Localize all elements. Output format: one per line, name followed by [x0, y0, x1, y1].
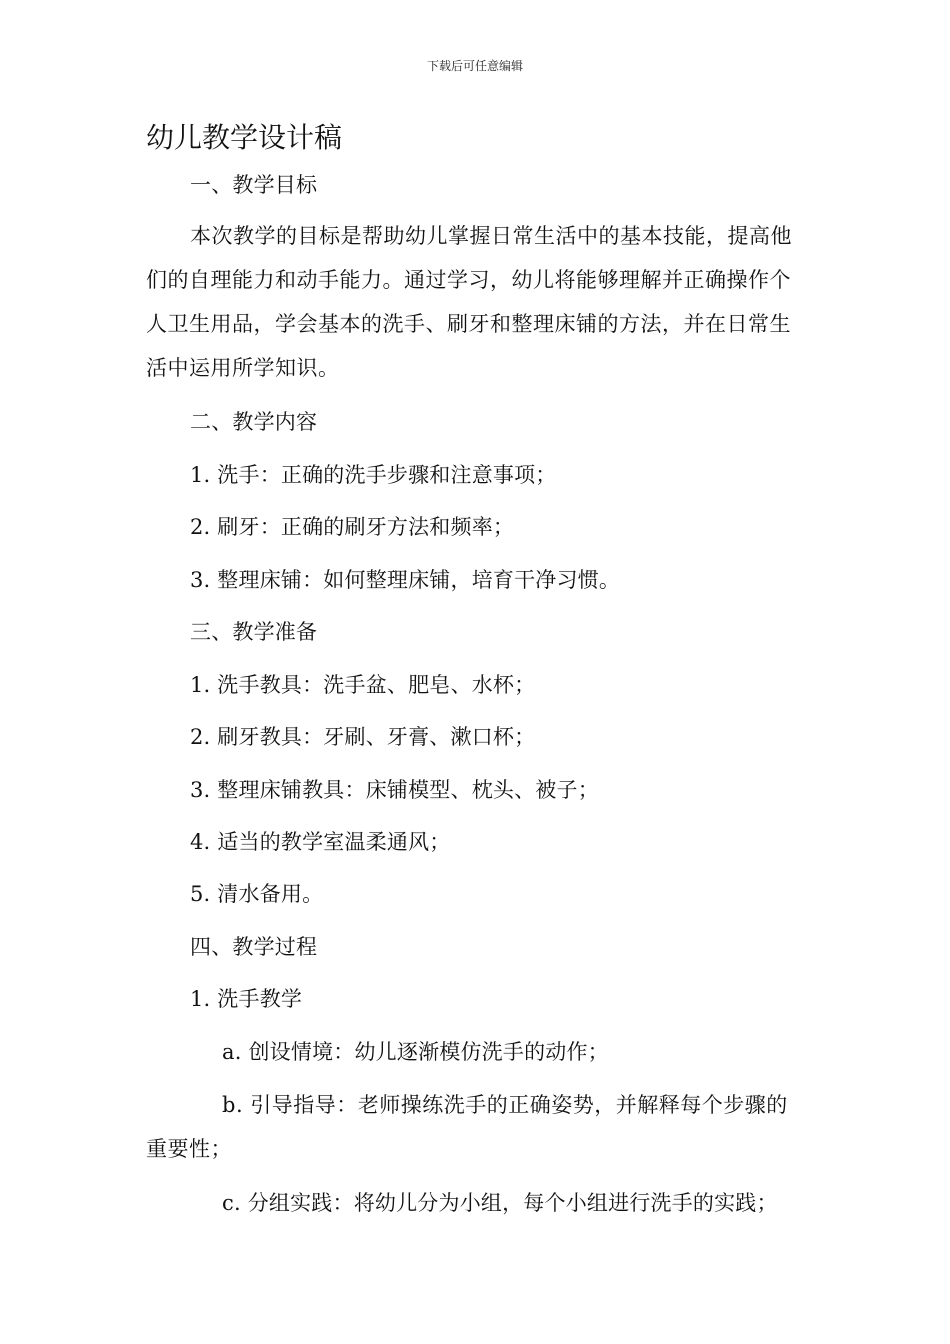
section-heading-content: 二、教学内容	[190, 410, 318, 434]
content-item: 3. 整理床铺：如何整理床铺，培育干净习惯。	[190, 568, 621, 592]
preparation-item: 5. 清水备用。	[190, 882, 324, 906]
header-note: 下载后可任意编辑	[426, 59, 523, 73]
document-title: 幼儿教学设计稿	[146, 121, 343, 154]
objectives-paragraph: 本次教学的目标是帮助幼儿掌握日常生活中的基本技能，提高他们的自理能力和动手能力。通过学习，幼儿将能够理解并正确操作个人卫生用品，学会基本的洗手、刷牙和整理床铺的方法，并在日常生活中运用所学知识。	[146, 224, 792, 380]
section-heading-process: 四、教学过程	[190, 935, 318, 959]
preparation-item: 1. 洗手教具：洗手盆、肥皂、水杯；	[190, 673, 536, 697]
content-item: 2. 刷牙：正确的刷牙方法和频率；	[190, 515, 515, 539]
section-heading-preparation: 三、教学准备	[190, 620, 318, 644]
preparation-item: 2. 刷牙教具：牙刷、牙膏、漱口杯；	[190, 725, 536, 749]
process-step: b. 引导指导：老师操练洗手的正确姿势，并解释每个步骤的重要性；	[146, 1093, 788, 1161]
section-heading-objectives: 一、教学目标	[190, 173, 318, 197]
process-step: c. 分组实践：将幼儿分为小组，每个小组进行洗手的实践；	[222, 1191, 778, 1215]
process-subheading: 1. 洗手教学	[190, 987, 303, 1011]
preparation-item: 3. 整理床铺教具：床铺模型、枕头、被子；	[190, 778, 599, 802]
process-step: a. 创设情境：幼儿逐渐模仿洗手的动作；	[222, 1040, 609, 1064]
content-item: 1. 洗手：正确的洗手步骤和注意事项；	[190, 463, 557, 487]
preparation-item: 4. 适当的教学室温柔通风；	[190, 830, 451, 854]
